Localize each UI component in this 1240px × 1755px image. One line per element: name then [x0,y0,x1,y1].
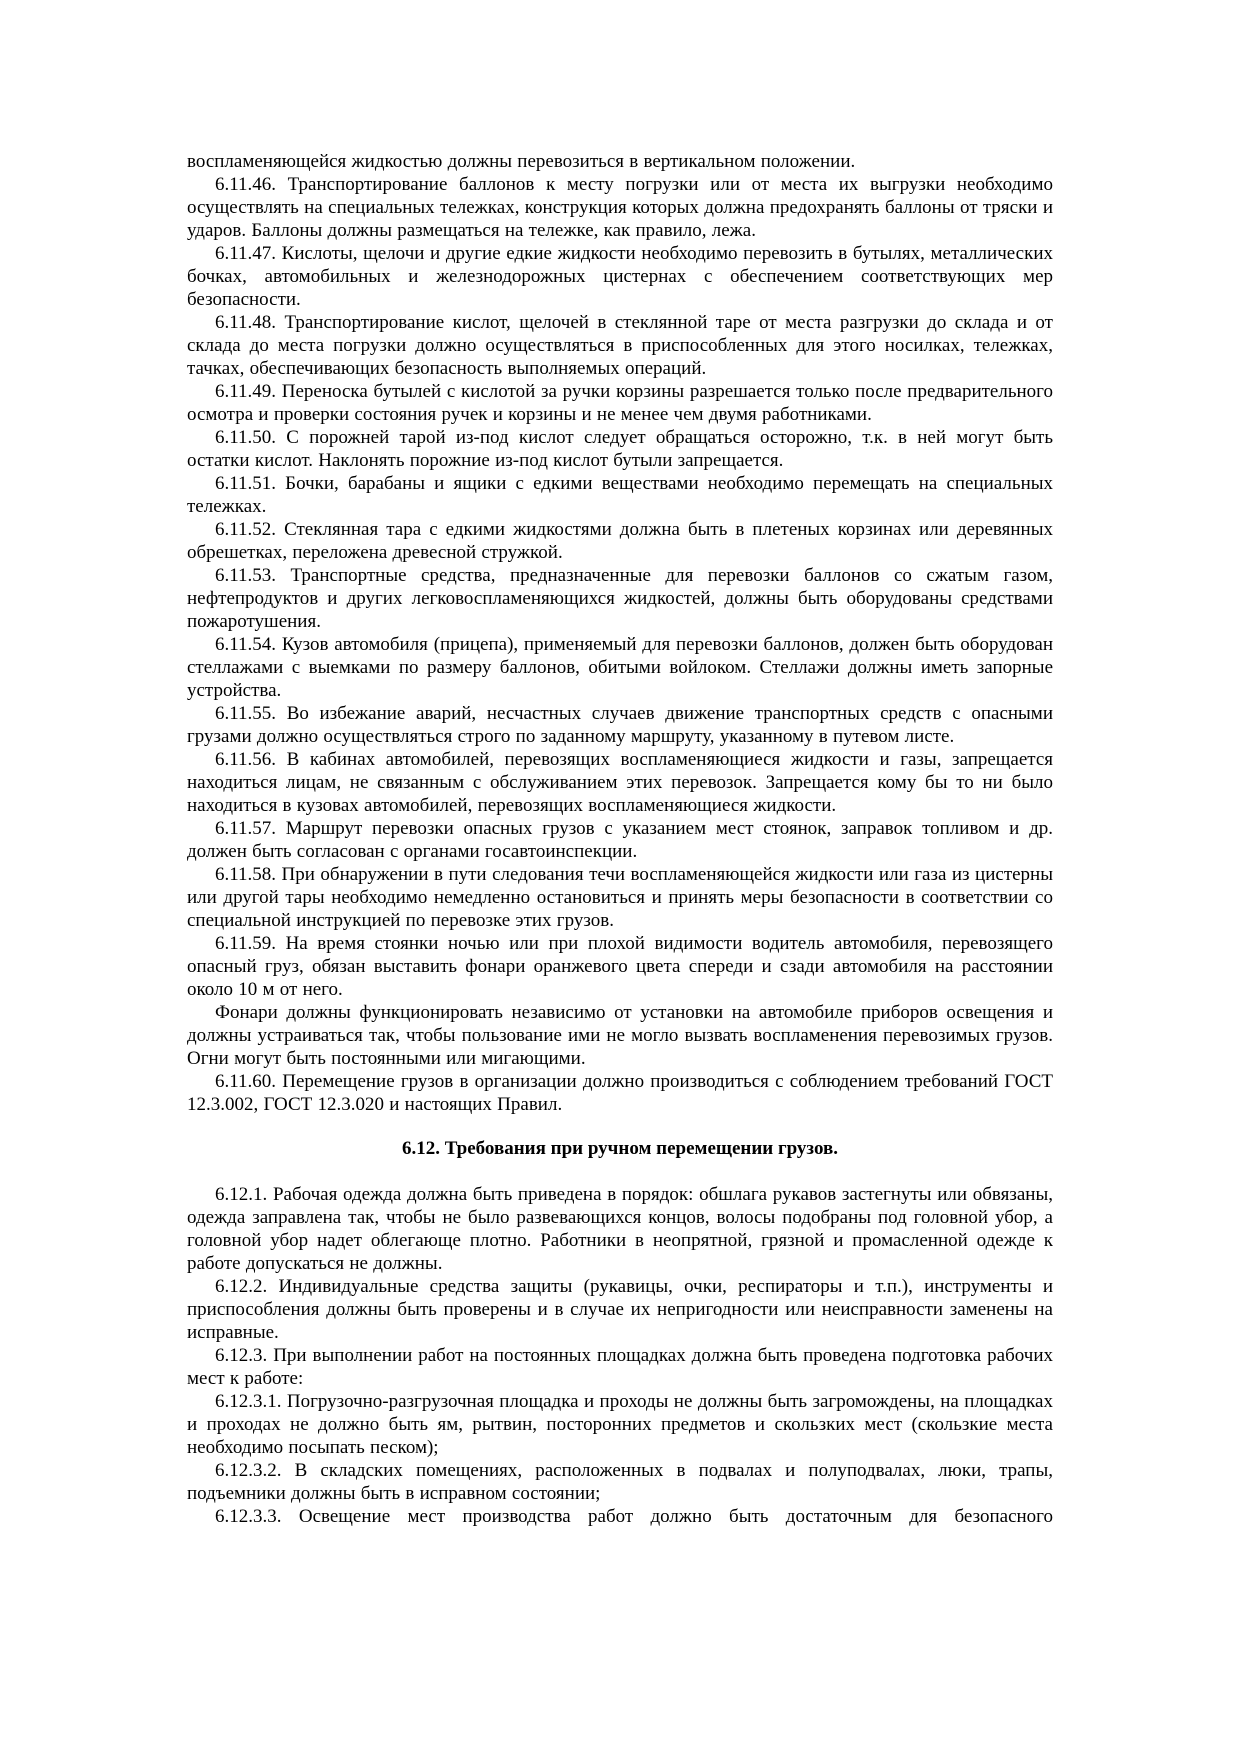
body-paragraph: 6.11.55. Во избежание аварий, несчастных случаев движение транспортных средств с опасными грузами должно осуществляться строго по заданному маршруту, указанному в путевом листе. [187,703,1053,747]
body-paragraph: 6.11.58. При обнаружении в пути следования течи воспламеняющейся жидкости или газа из цистерны или другой тары необходимо немедленно остановиться и принять меры безопасности в соответствии со специальной инструкцией по перевозке этих грузов. [187,864,1053,931]
body-paragraph: 6.12.3.2. В складских помещениях, расположенных в подвалах и полуподвалах, люки, трапы, подъемники должны быть в исправном состоянии; [187,1460,1053,1504]
body-paragraph: 6.11.57. Маршрут перевозки опасных грузов с указанием мест стоянок, заправок топливом и др. должен быть согласован с органами госавтоинспекции. [187,818,1053,862]
body-paragraph: 6.11.53. Транспортные средства, предназначенные для перевозки баллонов со сжатым газом, нефтепродуктов и других легковоспламеняющихся жидкостей, должны быть оборудованы средствами пожаротушения. [187,565,1053,632]
body-paragraph: 6.11.59. На время стоянки ночью или при плохой видимости водитель автомобиля, перевозящего опасный груз, обязан выставить фонари оранжевого цвета спереди и сзади автомобиля на расстоянии около 10 м от него. [187,933,1053,1000]
body-paragraph: Фонари должны функционировать независимо от установки на автомобиле приборов освещения и должны устраиваться так, чтобы пользование ими не могло вызвать воспламенения перевозимых грузов. Огни могут быть постоянными или мигающими. [187,1002,1053,1069]
body-paragraph: 6.11.56. В кабинах автомобилей, перевозящих воспламеняющиеся жидкости и газы, запрещается находиться лицам, не связанным с обслуживанием этих перевозок. Запрещается кому бы то ни было находиться в кузовах автомобилей, перевозящих воспламеняющиеся жидкости. [187,749,1053,816]
body-paragraph: 6.11.46. Транспортирование баллонов к месту погрузки или от места их выгрузки необходимо осуществлять на специальных тележках, конструкция которых должна предохранять баллоны от тряски и ударов. Баллоны должны размещаться на тележке, как правило, лежа. [187,174,1053,241]
body-paragraph: 6.11.52. Стеклянная тара с едкими жидкостями должна быть в плетеных корзинах или деревянных обрешетках, переложена древесной стружкой. [187,519,1053,563]
body-paragraph: 6.11.49. Переноска бутылей с кислотой за ручки корзины разрешается только после предварительного осмотра и проверки состояния ручек и корзины и не менее чем двумя работниками. [187,381,1053,425]
body-paragraph: 6.11.48. Транспортирование кислот, щелочей в стеклянной таре от места разгрузки до склада и от склада до места погрузки должно осуществляться в приспособленных для этого носилках, тележках, тачках, обеспечивающих безопасность выполняемых операций. [187,312,1053,379]
body-paragraph: 6.11.47. Кислоты, щелочи и другие едкие жидкости необходимо перевозить в бутылях, металлических бочках, автомобильных и железнодорожных цистернах с обеспечением соответствующих мер безопасности. [187,243,1053,310]
section-heading: 6.12. Требования при ручном перемещении грузов. [401,1138,838,1159]
body-paragraph: 6.11.50. С порожней тарой из-под кислот следует обращаться осторожно, т.к. в ней могут быть остатки кислот. Наклонять порожние из-под кислот бутыли запрещается. [187,427,1053,471]
body-paragraph: 6.11.54. Кузов автомобиля (прицепа), применяемый для перевозки баллонов, должен быть оборудован стеллажами с выемками по размеру баллонов, обитыми войлоком. Стеллажи должны иметь запорные устройства. [187,634,1053,701]
body-paragraph: 6.12.2. Индивидуальные средства защиты (рукавицы, очки, респираторы и т.п.), инструменты и приспособления должны быть проверены и в случае их непригодности или неисправности заменены на исправные. [187,1276,1053,1343]
body-paragraph: 6.11.60. Перемещение грузов в организации должно производиться с соблюдением требований ГОСТ 12.3.002, ГОСТ 12.3.020 и настоящих Правил. [187,1071,1053,1115]
document-text-column [187,150,1053,1528]
body-paragraph: 6.12.1. Рабочая одежда должна быть приведена в порядок: обшлага рукавов застегнуты или обвязаны, одежда заправлена так, чтобы не было развевающихся концов, волосы подобраны под головной убор, а головной убор надет облегающе плотно. Работники в неопрятной, грязной и промасленной одежде к работе допускаться не должны. [187,1184,1053,1274]
body-paragraph: воспламеняющейся жидкостью должны перевозиться в вертикальном положении. [187,151,856,172]
body-paragraph: 6.12.3.1. Погрузочно-разгрузочная площадка и проходы не должны быть загромождены, на площадках и проходах не должно быть ям, рытвин, посторонних предметов и скользких мест (скользкие места необходимо посыпать песком); [187,1391,1053,1458]
body-paragraph: 6.11.51. Бочки, барабаны и ящики с едкими веществами необходимо перемещать на специальных тележках. [187,473,1053,517]
body-paragraph: 6.12.3.3. Освещение мест производства работ должно быть достаточным для безопасного [215,1506,1053,1527]
body-paragraph: 6.12.3. При выполнении работ на постоянных площадках должна быть проведена подготовка рабочих мест к работе: [187,1345,1053,1389]
